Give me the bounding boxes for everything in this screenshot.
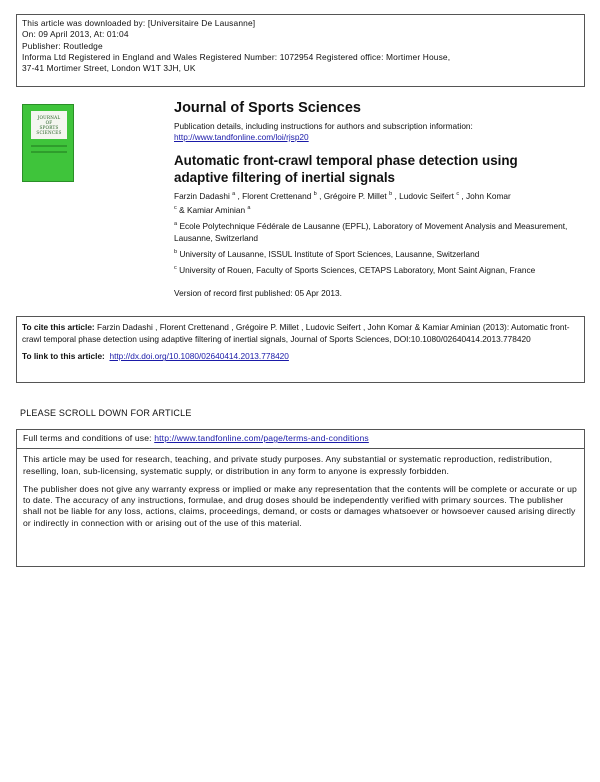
terms-box [16,429,585,567]
cover-title-line: SCIENCES [36,130,62,135]
download-line: Publisher: Routledge [22,40,103,51]
divider [17,448,584,449]
download-line: On: 09 April 2013, At: 01:04 [22,29,129,40]
cover-title-line: SPORTS [39,125,59,130]
publication-details [174,121,473,143]
cite-label: To cite this article: [22,322,95,332]
author-sup: b [313,191,317,197]
link-label: To link to this article: [22,351,105,362]
download-line: 37-41 Mortimer Street, London W1T 3JH, UK [22,63,196,74]
cite-text: Farzin Dadashi , Florent Crettenand , Grégoire P. Millet , Ludovic Seifert , John Komar & Kamiar Aminian (2013): Automatic front-crawl temporal phase detection using adaptive filtering of inertial signals, Journal of Sports Sciences, DOI:10.1080/02640414.2013.778420 [22,322,570,344]
affiliation-text: University of Lausanne, ISSUL Institute of Sport Sciences, Lausanne, Switzerland [179,248,480,259]
publication-details-text: Publication details, including instructions for authors and subscription information: [174,121,473,131]
affiliation [174,246,584,260]
terms-link[interactable]: http://www.tandfonline.com/page/terms-and-conditions [154,433,369,443]
download-info-box [16,14,585,87]
author-name: Ludovic Seifert [399,190,454,201]
cover-title-panel [31,111,67,139]
author-name: Kamiar Aminian [186,204,246,215]
affiliation-sup: c [174,265,177,272]
affiliation [174,218,584,244]
author-sup: c [174,204,177,211]
journal-url-link[interactable]: http://www.tandfonline.com/loi/rjsp20 [174,132,309,142]
affiliation-sup: a [174,220,178,227]
author-list: Farzin Dadashi $^a$ , Florent Crettenand $^b$ , Grégoire P. Millet $^b$ , Ludovic Seifert $^c$ , John Komar $^c$ & Kamiar Aminian $^a$ [174,190,511,215]
terms-row [23,433,578,444]
terms-label: Full terms and conditions of use: [23,433,152,443]
author-name: John Komar [466,190,511,201]
cover-title-line: JOURNAL [37,115,61,120]
affiliation [174,262,584,276]
journal-cover-image [22,104,74,182]
author-name: Grégoire P. Millet [323,190,387,201]
download-line: Informa Ltd Registered in England and Wales Registered Number: 1072954 Registered office: Mortimer House, [22,51,451,62]
doi-link[interactable]: http://dx.doi.org/10.1080/02640414.2013.778420 [109,351,289,362]
authors-block [174,188,584,276]
affiliation-text: Ecole Polytechnique Fédérale de Lausanne (EPFL), Laboratory of Movement Analysis and Measurement, Lausanne, Switzerland [174,220,568,243]
record-published: Version of record first published: 05 Apr 2013. [174,288,342,298]
scroll-notice: PLEASE SCROLL DOWN FOR ARTICLE [20,408,192,418]
cover-stripe [31,145,67,147]
article-title: Automatic front-crawl temporal phase detection using adaptive filtering of inertial signals [174,153,518,185]
affiliation-sup: b [174,249,178,256]
author-name: Florent Crettenand [242,190,312,201]
author-sup: a [232,191,236,197]
journal-title: Journal of Sports Sciences [174,100,361,116]
citation-box [16,316,585,383]
cover-title-line: OF [45,120,53,125]
article-link-row [22,351,579,363]
terms-paragraph: The publisher does not give any warranty express or implied or make any representation that the contents will be complete or accurate or up to date. The accuracy of any instructions, formulae, and drug doses should be independently verified with primary sources. The publisher shall not be liable for any loss, actions, claims, proceedings, demand, or costs or damages whatsoever or howsoever caused arising directly or indirectly in connection with or arising out of the use of this material. [23,483,577,528]
affiliation-text: University of Rouen, Faculty of Sports Sciences, CETAPS Laboratory, Mont Saint Aignan, France [179,264,536,275]
download-line: This article was downloaded by: [Universitaire De Lausanne] [22,18,256,28]
author-sup: a [247,204,251,211]
terms-paragraph: This article may be used for research, teaching, and private study purposes. Any substantial or systematic reproduction, redistribution, reselling, loan, sub-licensing, systematic supply, or distribution in any form to anyone is expressly forbidden. [23,454,553,476]
author-sup: c [456,191,460,197]
cover-stripe [31,151,67,153]
citation [22,322,579,345]
author-name: Farzin Dadashi [174,190,230,201]
author-sup: b [389,191,393,197]
